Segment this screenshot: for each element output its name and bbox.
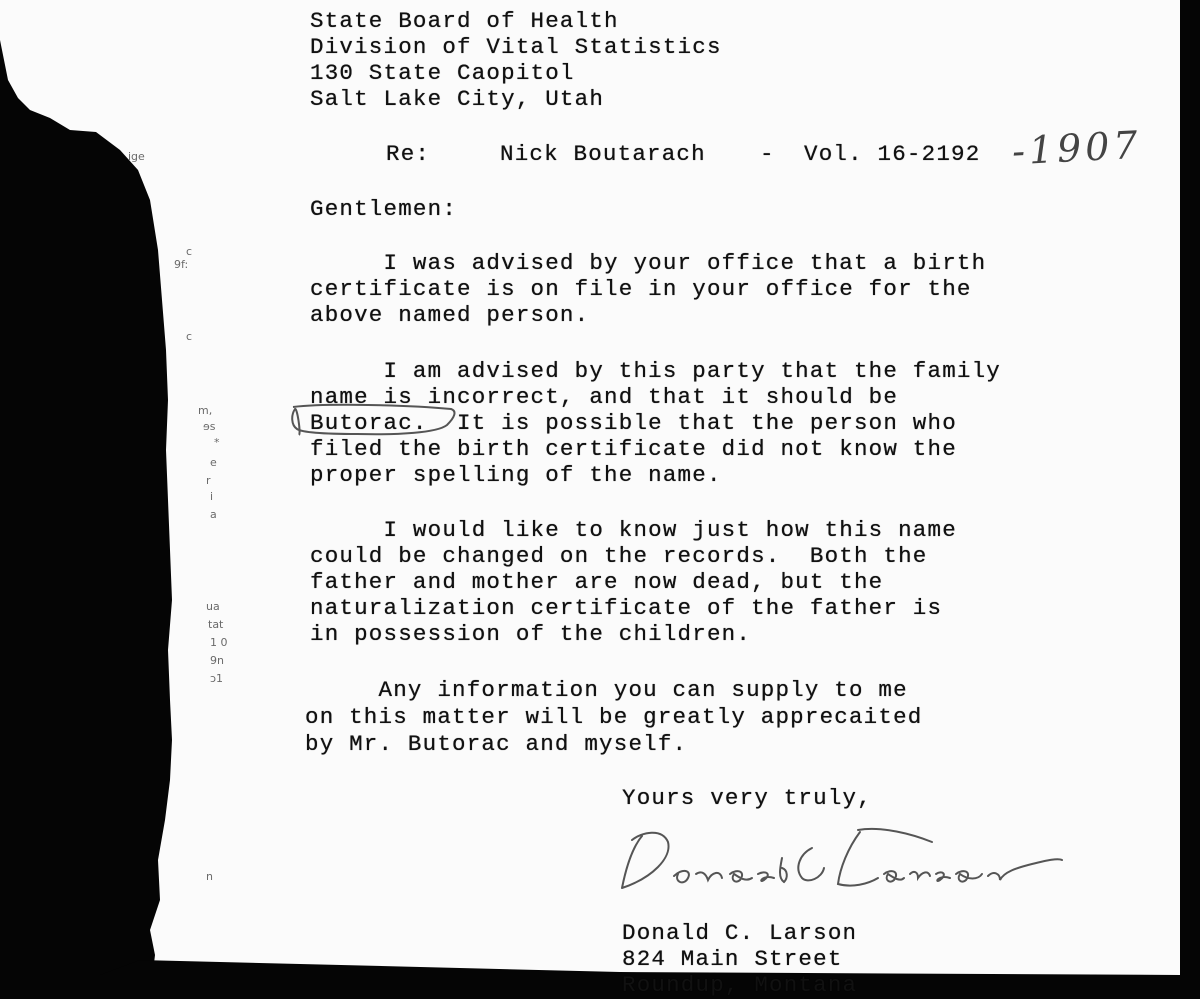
body-line: name is incorrect, and that it should be [310, 384, 899, 410]
margin-bleed-mark: 9f: [174, 258, 189, 271]
margin-bleed-mark: n [206, 870, 213, 883]
margin-bleed-mark: e [210, 456, 217, 469]
sender-city: Roundup, Montana [622, 972, 858, 998]
body-line: in possession of the children. [310, 621, 752, 647]
margin-bleed-mark: c [186, 245, 193, 258]
body-line: could be changed on the records. Both the [310, 543, 928, 569]
body-line: above named person. [310, 302, 590, 328]
salutation: Gentlemen: [310, 196, 458, 222]
body-line: naturalization certificate of the father is [310, 595, 943, 621]
margin-bleed-mark: i [210, 490, 214, 503]
handwritten-year: -1907 [1010, 122, 1143, 174]
margin-bleed-mark: c [186, 330, 193, 343]
margin-bleed-mark: ɔ1 [210, 672, 224, 685]
reference-name: Nick Boutarach [500, 141, 706, 167]
body-line: I am advised by this party that the family [310, 358, 1002, 384]
sender-street: 824 Main Street [622, 946, 843, 972]
body-line: filed the birth certificate did not know the [310, 436, 957, 462]
body-line: certificate is on file in your office for the [310, 276, 972, 302]
margin-bleed-mark: a [210, 508, 217, 521]
body-line: Any information you can supply to me [305, 677, 908, 703]
body-line: I was advised by your office that a birth [310, 250, 987, 276]
body-line: Butorac. It is possible that the person who [310, 410, 957, 436]
margin-bleed-mark: ige [128, 150, 145, 163]
margin-bleed-mark: 9n [210, 654, 224, 667]
reference-label: Re: [386, 141, 431, 167]
margin-bleed-mark: ɘs [203, 420, 216, 433]
reference-volume: Vol. 16-2192 [804, 141, 981, 167]
margin-bleed-mark: 1 0 [210, 636, 228, 649]
margin-bleed-mark: * [214, 436, 220, 449]
recipient-line: Division of Vital Statistics [310, 34, 722, 60]
reference-dash: - [760, 141, 775, 167]
pencil-circle-mark [287, 403, 459, 437]
recipient-line: 130 State Caopitol [310, 60, 575, 86]
body-line: father and mother are now dead, but the [310, 569, 884, 595]
recipient-line: State Board of Health [310, 8, 619, 34]
margin-bleed-mark: m, [198, 404, 213, 417]
margin-bleed-mark: tat [208, 618, 224, 631]
sender-name: Donald C. Larson [622, 920, 858, 946]
closing: Yours very truly, [622, 785, 872, 811]
body-line: on this matter will be greatly apprecaited [305, 704, 923, 730]
margin-bleed-mark: ua [206, 600, 220, 613]
body-line: by Mr. Butorac and myself. [305, 731, 688, 757]
recipient-line: Salt Lake City, Utah [310, 86, 605, 112]
body-line: proper spelling of the name. [310, 462, 722, 488]
handwritten-signature [612, 818, 1072, 904]
margin-bleed-mark: r [206, 474, 211, 487]
body-line: I would like to know just how this name [310, 517, 957, 543]
